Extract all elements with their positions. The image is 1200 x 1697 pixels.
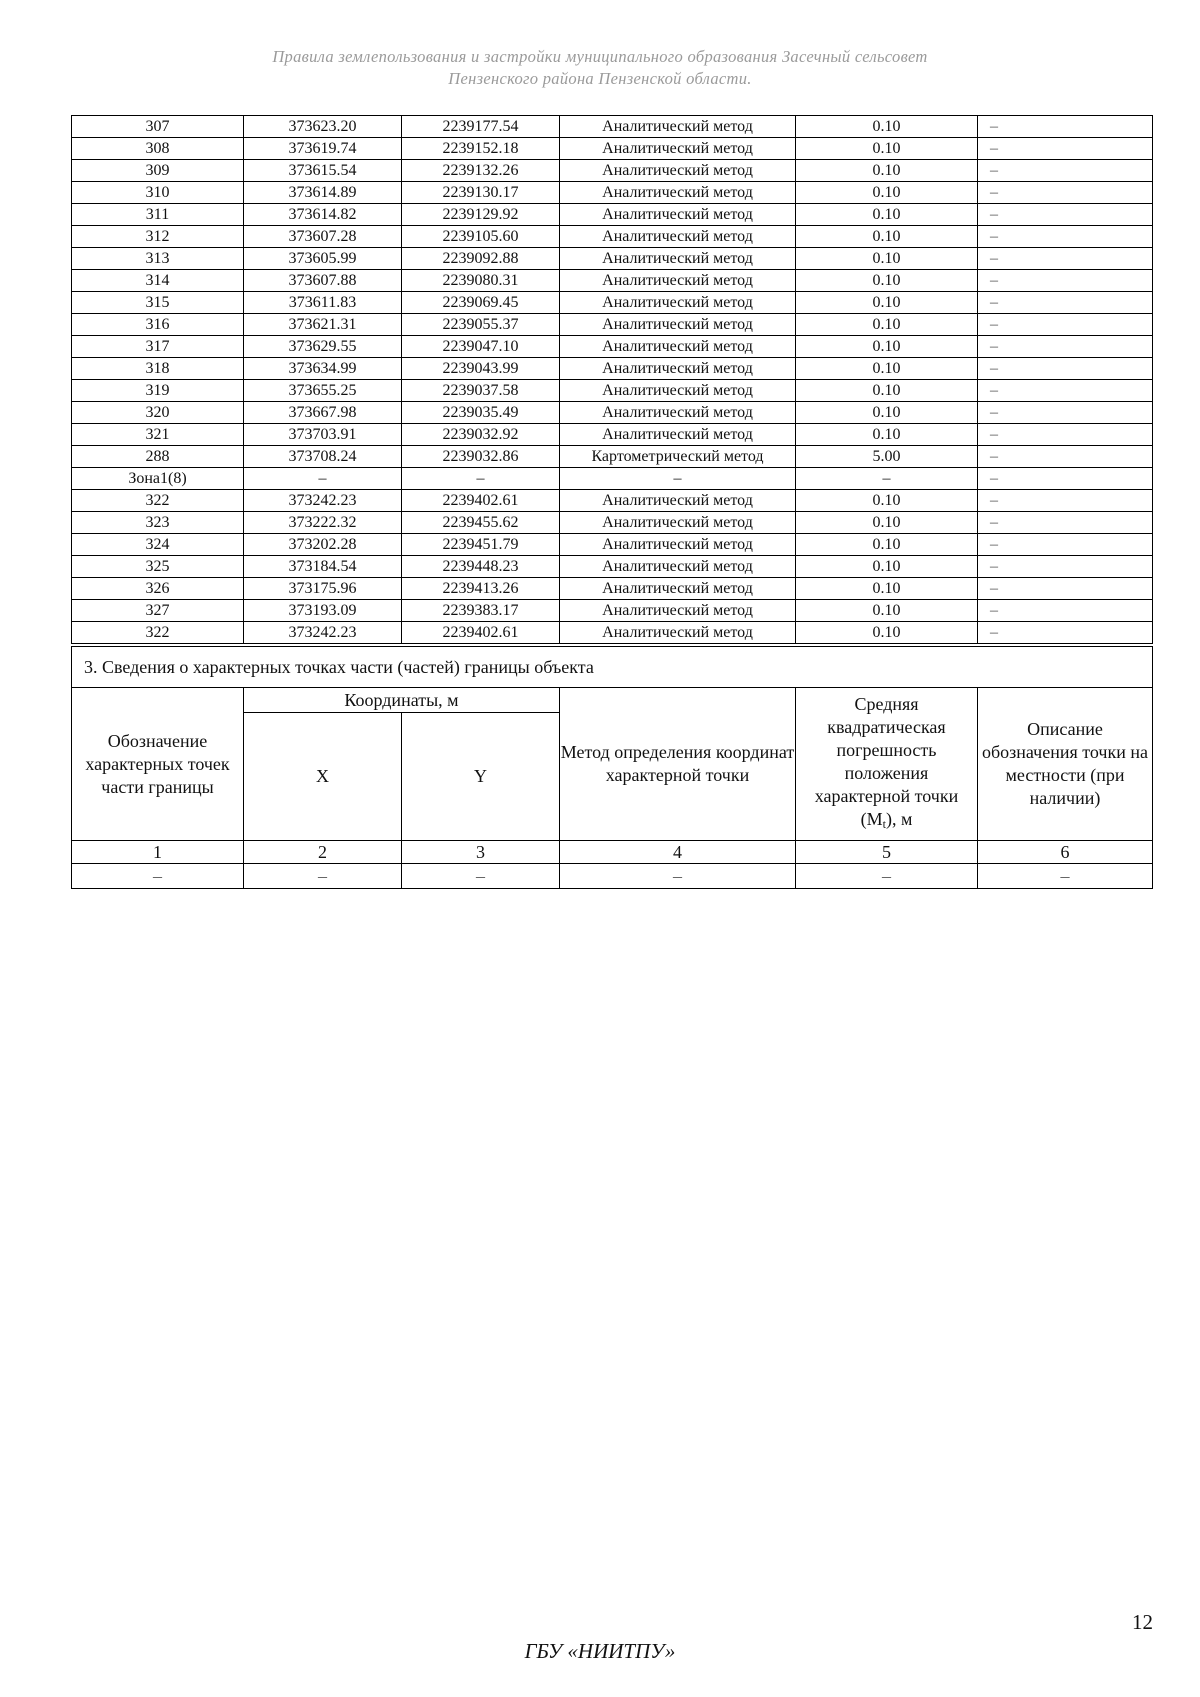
table-row — [72, 446, 1153, 468]
cell-method: Аналитический метод — [560, 380, 796, 402]
cell-y: 2239043.99 — [402, 358, 560, 380]
cell-point: 315 — [72, 292, 244, 314]
cell-point: 324 — [72, 534, 244, 556]
cell-error: 0.10 — [796, 116, 978, 138]
cell-point: 325 — [72, 556, 244, 578]
cell-y: 2239383.17 — [402, 600, 560, 622]
cell-method: Аналитический метод — [560, 556, 796, 578]
table-row — [72, 534, 1153, 556]
cell-error: 0.10 — [796, 226, 978, 248]
cell-y: 2239032.86 — [402, 446, 560, 468]
cell-method: Аналитический метод — [560, 512, 796, 534]
cell-x: 373607.28 — [244, 226, 402, 248]
cell-x: 373222.32 — [244, 512, 402, 534]
cell-description: – — [978, 424, 1153, 446]
cell-x: 373619.74 — [244, 138, 402, 160]
cell-description: – — [978, 226, 1153, 248]
cell-description: – — [978, 160, 1153, 182]
table-row — [72, 556, 1153, 578]
cell-method: Аналитический метод — [560, 490, 796, 512]
table-row — [72, 226, 1153, 248]
cell-description: – — [978, 138, 1153, 160]
cell-error: 0.10 — [796, 292, 978, 314]
cell-x: 373623.20 — [244, 116, 402, 138]
section3-title-row — [72, 647, 1153, 688]
coordinates-table — [71, 115, 1153, 644]
cell-description: – — [978, 182, 1153, 204]
cell-point: 317 — [72, 336, 244, 358]
cell-y: 2239105.60 — [402, 226, 560, 248]
column-number: 4 — [560, 841, 796, 864]
header-error-main: Средняя квадратическая погрешность положения характерной точки (M — [814, 693, 959, 829]
cell-description: – — [978, 358, 1153, 380]
cell-error: 0.10 — [796, 204, 978, 226]
table-row — [72, 248, 1153, 270]
cell-y: 2239092.88 — [402, 248, 560, 270]
cell-x: 373611.83 — [244, 292, 402, 314]
cell-x: 373634.99 — [244, 358, 402, 380]
column-number: 5 — [796, 841, 978, 864]
cell-error: 0.10 — [796, 600, 978, 622]
cell-point: 311 — [72, 204, 244, 226]
table-row — [72, 402, 1153, 424]
cell-description: – — [978, 468, 1153, 490]
column-number: 2 — [244, 841, 402, 864]
cell-method: Аналитический метод — [560, 292, 796, 314]
cell-description: – — [978, 380, 1153, 402]
cell-description: – — [978, 336, 1153, 358]
cell-x: 373621.31 — [244, 314, 402, 336]
cell-error: 0.10 — [796, 336, 978, 358]
cell-method: Аналитический метод — [560, 160, 796, 182]
cell-x: 373184.54 — [244, 556, 402, 578]
cell-x: – — [244, 468, 402, 490]
cell-description: – — [978, 292, 1153, 314]
cell-description: – — [978, 600, 1153, 622]
cell-y: 2239413.26 — [402, 578, 560, 600]
cell-y: 2239035.49 — [402, 402, 560, 424]
table-row — [72, 424, 1153, 446]
cell-error: 0.10 — [796, 534, 978, 556]
table-row — [72, 622, 1153, 644]
cell-method: Аналитический метод — [560, 336, 796, 358]
cell-point: 321 — [72, 424, 244, 446]
cell-x: 373607.88 — [244, 270, 402, 292]
column-number: 1 — [72, 841, 244, 864]
cell-method: Аналитический метод — [560, 204, 796, 226]
page-footer: ГБУ «НИИТПУ» — [524, 1639, 676, 1663]
cell-error: 0.10 — [796, 248, 978, 270]
cell-error: 0.10 — [796, 622, 978, 644]
cell-error: 0.10 — [796, 160, 978, 182]
empty-cell: – — [796, 864, 978, 889]
section3-column-numbers-row — [72, 841, 1153, 864]
table-row — [72, 314, 1153, 336]
header-designation: Обозначение характерных точек части границы — [72, 688, 244, 841]
cell-description: – — [978, 578, 1153, 600]
cell-x: 373703.91 — [244, 424, 402, 446]
cell-y: 2239455.62 — [402, 512, 560, 534]
table-row — [72, 270, 1153, 292]
section3-title: 3. Сведения о характерных точках части (частей) границы объекта — [72, 647, 1153, 688]
cell-y: 2239080.31 — [402, 270, 560, 292]
cell-point: 327 — [72, 600, 244, 622]
cell-method: Аналитический метод — [560, 600, 796, 622]
cell-method: Аналитический метод — [560, 424, 796, 446]
cell-x: 373655.25 — [244, 380, 402, 402]
cell-y: 2239032.92 — [402, 424, 560, 446]
cell-error: – — [796, 468, 978, 490]
cell-x: 373614.82 — [244, 204, 402, 226]
cell-method: Аналитический метод — [560, 248, 796, 270]
cell-point: 319 — [72, 380, 244, 402]
cell-description: – — [978, 248, 1153, 270]
cell-method: Картометрический метод — [560, 446, 796, 468]
running-header-line-1: Правила землепользования и застройки муниципального образования Засечный сельсовет — [272, 47, 928, 66]
cell-error: 0.10 — [796, 182, 978, 204]
cell-method: Аналитический метод — [560, 226, 796, 248]
table-row — [72, 138, 1153, 160]
cell-x: 373708.24 — [244, 446, 402, 468]
cell-point: 308 — [72, 138, 244, 160]
cell-point: 309 — [72, 160, 244, 182]
cell-method: Аналитический метод — [560, 358, 796, 380]
cell-error: 0.10 — [796, 380, 978, 402]
header-description: Описание обозначения точки на местности (при наличии) — [978, 688, 1153, 841]
table-row — [72, 468, 1153, 490]
cell-y: 2239451.79 — [402, 534, 560, 556]
cell-x: 373667.98 — [244, 402, 402, 424]
table-row — [72, 160, 1153, 182]
cell-point: 322 — [72, 622, 244, 644]
section3-header-row-1 — [72, 688, 1153, 713]
cell-point: 322 — [72, 490, 244, 512]
cell-method: Аналитический метод — [560, 138, 796, 160]
cell-y: 2239402.61 — [402, 622, 560, 644]
running-header-line-2: Пензенского района Пензенской области. — [448, 69, 752, 88]
cell-error: 0.10 — [796, 512, 978, 534]
cell-description: – — [978, 270, 1153, 292]
cell-y: – — [402, 468, 560, 490]
cell-point: 316 — [72, 314, 244, 336]
cell-point: 307 — [72, 116, 244, 138]
cell-point: 313 — [72, 248, 244, 270]
cell-y: 2239177.54 — [402, 116, 560, 138]
empty-cell: – — [402, 864, 560, 889]
cell-description: – — [978, 314, 1153, 336]
cell-description: – — [978, 556, 1153, 578]
cell-error: 0.10 — [796, 424, 978, 446]
cell-description: – — [978, 204, 1153, 226]
table-row — [72, 182, 1153, 204]
cell-method: – — [560, 468, 796, 490]
cell-error: 0.10 — [796, 314, 978, 336]
cell-y: 2239130.17 — [402, 182, 560, 204]
cell-point: Зона1(8) — [72, 468, 244, 490]
table-row — [72, 204, 1153, 226]
cell-point: 314 — [72, 270, 244, 292]
cell-error: 0.10 — [796, 270, 978, 292]
cell-error: 0.10 — [796, 490, 978, 512]
empty-cell: – — [72, 864, 244, 889]
header-error — [796, 688, 978, 841]
empty-cell: – — [244, 864, 402, 889]
cell-y: 2239069.45 — [402, 292, 560, 314]
cell-error: 0.10 — [796, 578, 978, 600]
cell-error: 5.00 — [796, 446, 978, 468]
page-number: 12 — [1132, 1610, 1153, 1634]
cell-y: 2239055.37 — [402, 314, 560, 336]
cell-method: Аналитический метод — [560, 182, 796, 204]
column-number: 3 — [402, 841, 560, 864]
cell-error: 0.10 — [796, 138, 978, 160]
cell-method: Аналитический метод — [560, 622, 796, 644]
cell-y: 2239047.10 — [402, 336, 560, 358]
cell-point: 288 — [72, 446, 244, 468]
cell-description: – — [978, 512, 1153, 534]
cell-y: 2239152.18 — [402, 138, 560, 160]
cell-error: 0.10 — [796, 402, 978, 424]
cell-y: 2239037.58 — [402, 380, 560, 402]
cell-x: 373242.23 — [244, 622, 402, 644]
header-coordinates: Координаты, м — [244, 688, 560, 713]
empty-cell: – — [978, 864, 1153, 889]
cell-method: Аналитический метод — [560, 314, 796, 336]
cell-y: 2239132.26 — [402, 160, 560, 182]
table-row — [72, 490, 1153, 512]
table-row — [72, 512, 1153, 534]
cell-x: 373242.23 — [244, 490, 402, 512]
cell-x: 373193.09 — [244, 600, 402, 622]
cell-method: Аналитический метод — [560, 534, 796, 556]
table-row — [72, 336, 1153, 358]
header-y: Y — [402, 713, 560, 841]
running-header — [0, 46, 1200, 90]
cell-method: Аналитический метод — [560, 270, 796, 292]
cell-point: 312 — [72, 226, 244, 248]
cell-x: 373202.28 — [244, 534, 402, 556]
cell-error: 0.10 — [796, 556, 978, 578]
cell-y: 2239129.92 — [402, 204, 560, 226]
cell-description: – — [978, 622, 1153, 644]
table-row — [72, 600, 1153, 622]
cell-description: – — [978, 446, 1153, 468]
cell-method: Аналитический метод — [560, 116, 796, 138]
header-error-tail: ), м — [885, 808, 913, 829]
cell-point: 326 — [72, 578, 244, 600]
cell-description: – — [978, 490, 1153, 512]
cell-point: 323 — [72, 512, 244, 534]
column-number: 6 — [978, 841, 1153, 864]
table-row — [72, 292, 1153, 314]
cell-y: 2239448.23 — [402, 556, 560, 578]
table-row — [72, 358, 1153, 380]
cell-x: 373605.99 — [244, 248, 402, 270]
header-method: Метод определения координат характерной точки — [560, 688, 796, 841]
cell-x: 373629.55 — [244, 336, 402, 358]
cell-y: 2239402.61 — [402, 490, 560, 512]
cell-x: 373175.96 — [244, 578, 402, 600]
table-row — [72, 116, 1153, 138]
header-error-subscript: t — [882, 816, 886, 831]
cell-point: 318 — [72, 358, 244, 380]
table-row — [72, 380, 1153, 402]
coordinates-table-body — [72, 116, 1153, 644]
cell-description: – — [978, 534, 1153, 556]
cell-point: 320 — [72, 402, 244, 424]
cell-point: 310 — [72, 182, 244, 204]
section3-empty-row — [72, 864, 1153, 889]
cell-method: Аналитический метод — [560, 402, 796, 424]
header-x: X — [244, 713, 402, 841]
cell-error: 0.10 — [796, 358, 978, 380]
empty-cell: – — [560, 864, 796, 889]
cell-description: – — [978, 402, 1153, 424]
cell-x: 373614.89 — [244, 182, 402, 204]
cell-description: – — [978, 116, 1153, 138]
cell-method: Аналитический метод — [560, 578, 796, 600]
table-row — [72, 578, 1153, 600]
section3-table — [71, 646, 1153, 889]
cell-x: 373615.54 — [244, 160, 402, 182]
